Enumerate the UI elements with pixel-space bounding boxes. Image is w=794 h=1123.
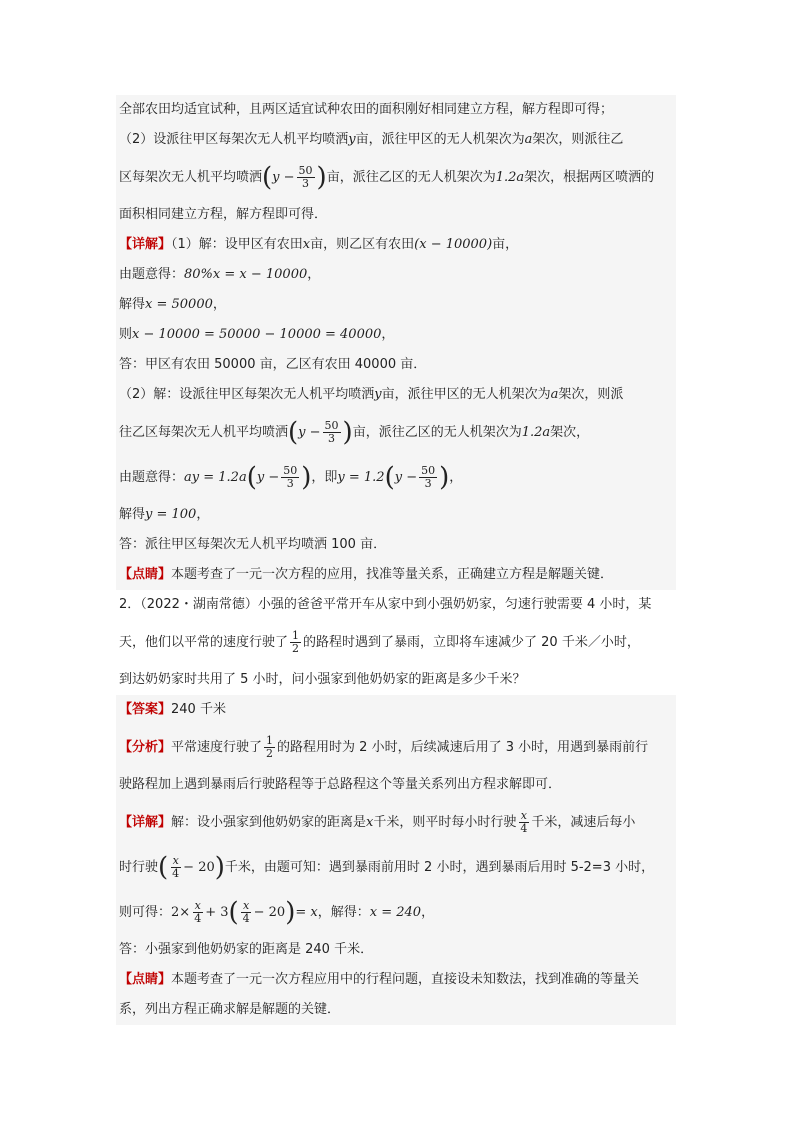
- equation: y = 100: [145, 507, 197, 522]
- text: 答：甲区有农田 50000 亩，乙区有农田 40000 亩．: [119, 357, 427, 372]
- text-line: [116, 725, 676, 770]
- text-line: [116, 380, 676, 410]
- text-line: [116, 230, 676, 260]
- text: 解得: [119, 507, 146, 522]
- math-var: a: [524, 132, 533, 147]
- text-line: [116, 95, 676, 125]
- text: 亩，派往甲区的无人机架次为: [355, 132, 525, 147]
- math-expr: − 20: [253, 905, 286, 920]
- text: 千米，由题可知：遇到暴雨前用时 2 小时，遇到暴雨后用时 5-2=3 小时，: [224, 860, 655, 875]
- text: 的路程用时为 2 小时，后续减速后用了 3 小时，用遇到暴雨前行: [277, 740, 649, 755]
- fraction: $\frac{50}{3}$: [324, 419, 339, 445]
- fraction: $\frac{50}{3}$: [283, 464, 298, 490]
- text: 全部农田均适宜试种，且两区适宜试种农田的面积刚好相同建立方程，解方程即可得；: [119, 102, 614, 117]
- text-line: 由题意得：ay = 1.2a(y − $\frac{50}{3}$ )，即y = 1.2(y − $\frac{50}{3}$ )，: [119, 462, 463, 493]
- text: 天，他们以平常的速度行驶了: [119, 635, 289, 650]
- text-line: [116, 965, 676, 995]
- text: 千米，减速后每小: [531, 815, 636, 830]
- text: 本题考查了一元一次方程的应用，找准等量关系，正确建立方程是解题关键．: [171, 567, 614, 582]
- text: 由题意得：: [119, 267, 185, 282]
- text: 亩，则乙区有农田: [310, 237, 415, 252]
- text-line: [116, 530, 676, 560]
- fraction: $\frac{x}{4}$: [520, 809, 528, 835]
- text: 240 千米: [171, 702, 226, 717]
- text: 驶路程加上遇到暴雨后行驶路程等于总路程这个等量关系列出方程求解即可．: [119, 777, 562, 792]
- text: 亩，: [492, 237, 519, 252]
- fraction: $\frac{50}{3}$: [298, 164, 313, 190]
- equation: x = 50000: [145, 297, 213, 312]
- math-var: x: [366, 815, 374, 830]
- equation: x − 10000 = 50000 − 10000 = 40000: [132, 327, 382, 342]
- text: （1）解：设甲区有农田: [171, 237, 303, 252]
- text-line: [116, 995, 676, 1025]
- text: 时行驶: [119, 860, 159, 875]
- equation: ay = 1.2a: [184, 470, 247, 485]
- fraction: $\frac{1}{2}$: [292, 629, 300, 655]
- equation: y = 1.2: [337, 470, 385, 485]
- text: 系，列出方程正确求解是解题的关键．: [119, 1002, 341, 1017]
- text: 千米，则平时每小时行驶: [373, 815, 517, 830]
- text-line: [116, 200, 676, 230]
- math-expr: − 20: [183, 860, 215, 875]
- text: ，: [381, 327, 395, 342]
- text: ，: [212, 297, 226, 312]
- text: ，: [449, 470, 463, 485]
- math-expr: 2×: [171, 905, 191, 920]
- text-line: [116, 125, 676, 155]
- text-line: 则可得：2× $\frac{x}{4}$ + 3( $\frac{x}{4}$ − 20)= x，解得：x = 240，: [119, 897, 435, 928]
- text: 架次，则派: [558, 387, 624, 402]
- text-line: [116, 560, 676, 590]
- text-line: [116, 500, 676, 530]
- text-line: [116, 695, 676, 725]
- text: 架次，根据两区喷洒的: [524, 170, 655, 185]
- section-tag: 【详解】: [119, 237, 172, 252]
- text: （2）设派往甲区每架次无人机平均喷洒: [119, 132, 349, 147]
- text: ，: [196, 507, 210, 522]
- text: 本题考查了一元一次方程应用中的行程问题，直接设未知数法，找到准确的等量关: [171, 972, 640, 987]
- fraction: $\frac{x}{4}$: [172, 854, 180, 880]
- text: 平常速度行驶了: [171, 740, 263, 755]
- text: ，解得：: [317, 905, 370, 920]
- text: 亩，派往乙区的无人机架次为: [326, 170, 496, 185]
- text-line: [116, 770, 676, 800]
- math-expr: y −: [394, 470, 418, 485]
- text: 答：小强家到他奶奶家的距离是 240 千米．: [119, 942, 374, 957]
- text: 往乙区每架次无人机平均喷洒: [119, 425, 289, 440]
- text: 架次，: [550, 425, 590, 440]
- section-tag: 【点睛】: [119, 567, 172, 582]
- section-tag: 【点睛】: [119, 972, 172, 987]
- section-tag: 【答案】: [119, 702, 172, 717]
- text-line: [116, 350, 676, 380]
- text: 的路程时遇到了暴雨，立即将车速减少了 20 千米／小时，: [303, 635, 640, 650]
- text-line: 往乙区每架次无人机平均喷洒(y − $\frac{50}{3}$ )亩，派往乙区的无人机架次为1.2a架次，: [119, 417, 590, 448]
- math-var: y: [374, 387, 382, 402]
- section-tag: 【详解】: [119, 815, 172, 830]
- text: 则: [119, 327, 133, 342]
- math-var: x: [302, 237, 311, 252]
- text-line: [116, 260, 676, 290]
- text: （2）解：设派往甲区每架次无人机平均喷洒: [119, 387, 375, 402]
- equation: 80%x = x − 10000: [184, 267, 308, 282]
- math-expr: y −: [298, 425, 321, 440]
- math-var: y: [348, 132, 356, 147]
- fraction: $\frac{50}{3}$: [421, 464, 436, 490]
- math-expr: y −: [256, 470, 280, 485]
- text: ，即: [311, 470, 338, 485]
- math-expr: = x: [295, 905, 318, 920]
- text-line: [116, 665, 676, 695]
- equation: x = 240: [369, 905, 422, 920]
- text: 亩，派往乙区的无人机架次为: [352, 425, 522, 440]
- text-line: 时行驶( $\frac{x}{4}$ − 20)千米，由题可知：遇到暴雨前用时 2 小时，遇到暴雨后用时 5-2=3 小时，: [119, 852, 655, 883]
- text-line: [116, 590, 676, 620]
- section-tag: 【分析】: [119, 740, 172, 755]
- math-expr: 1.2a: [521, 425, 551, 440]
- text-line: [116, 800, 676, 845]
- math-var: a: [550, 387, 559, 402]
- text: 解：设小强家到他奶奶家的距离是: [171, 815, 367, 830]
- text-line: [116, 620, 676, 665]
- text: 架次，则派往乙: [532, 132, 624, 147]
- text: 解得: [119, 297, 146, 312]
- text-line: [116, 320, 676, 350]
- text-line: [116, 290, 676, 320]
- text: 答：派往甲区每架次无人机平均喷洒 100 亩．: [119, 537, 387, 552]
- fraction: $\frac{x}{4}$: [242, 899, 250, 925]
- text: 2．（2022・湖南常德）小强的爸爸平常开车从家中到小强奶奶家，匀速行驶需要 4 小时，某: [119, 597, 652, 612]
- text: 则可得：: [119, 905, 172, 920]
- fraction: $\frac{x}{4}$: [194, 899, 202, 925]
- math-expr: 1.2a: [495, 170, 525, 185]
- text-line: [116, 935, 676, 965]
- math-expr: y −: [272, 170, 295, 185]
- text: 区每架次无人机平均喷洒: [119, 170, 263, 185]
- math-expr: + 3: [205, 905, 229, 920]
- text-line: 区每架次无人机平均喷洒(y − $\frac{50}{3}$ )亩，派往乙区的无人机架次为1.2a架次，根据两区喷洒的: [119, 162, 655, 193]
- fraction: $\frac{1}{2}$: [266, 734, 274, 760]
- text: 面积相同建立方程，解方程即可得．: [119, 207, 328, 222]
- solution-block: [116, 95, 676, 1025]
- text: 亩，派往甲区的无人机架次为: [381, 387, 551, 402]
- text: ，: [307, 267, 321, 282]
- text: 由题意得：: [119, 470, 185, 485]
- math-expr: (x − 10000): [414, 237, 493, 252]
- text: 到达奶奶家时共用了 5 小时，问小强家到他奶奶家的距离是多少千米？: [119, 672, 526, 687]
